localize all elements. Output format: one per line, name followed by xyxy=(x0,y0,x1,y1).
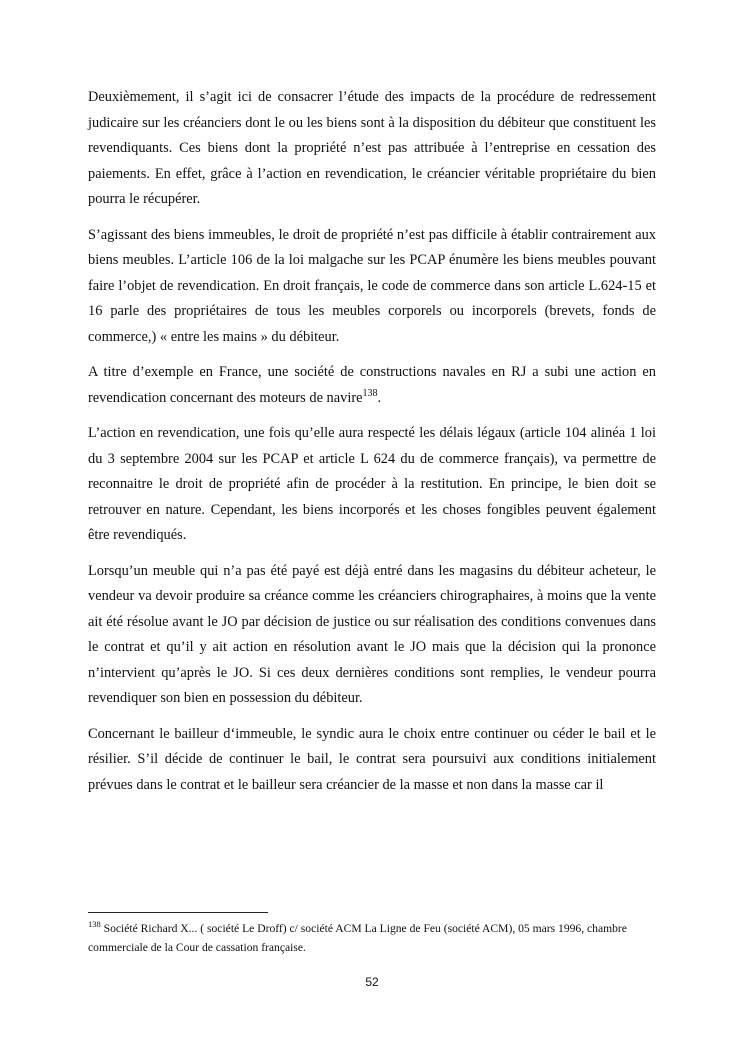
footnote-separator xyxy=(88,912,268,913)
paragraph-6: Concernant le bailleur d‘immeuble, le syndic aura le choix entre continuer ou céder le bail et le résilier. S’il décide de continuer le bail, le contrat sera poursuivi aux conditions initialement prévues dans le contrat et le bailleur sera créancier de la masse et non dans la masse car il xyxy=(88,725,656,793)
paragraph-2: S’agissant des biens immeubles, le droit de propriété n’est pas difficile à établir contrairement aux biens meubles. L’article 106 de la loi malgache sur les PCAP énumère les biens meubles pouvant faire l’objet de revendication. En droit français, le code de commerce dans son article L.624-15 et 16 parle des propriétaires de tous les meubles corporels ou incorporels (brevets, fonds de commerce,) « entre les mains » du débiteur. xyxy=(88,226,656,345)
paragraph-5: Lorsqu’un meuble qui n’a pas été payé est déjà entré dans les magasins du débiteur acheteur, le vendeur va devoir produire sa créance comme les créanciers chirographaires, à moins que la vente ait été résolue avant le JO par décision de justice ou sur réalisation des conditions convenues dans le contrat et qu’il y ait action en résolution avant le JO mais que la décision qui la prononce n’intervient qu’après le JO. Si ces deux dernières conditions sont remplies, le vendeur pourra revendiquer son bien en possession du débiteur. xyxy=(88,562,656,706)
paragraph-1: Deuxièmement, il s’agit ici de consacrer l’étude des impacts de la procédure de redressement judicaire sur les créanciers dont le ou les biens sont à la disposition du débiteur que constituent les revendiquants. Ces biens dont la propriété n’est pas attribuée à l’entreprise en cessation des paiements. En effet, grâce à l’action en revendication, le créancier véritable propriétaire du bien pourra le récupérer. xyxy=(88,89,656,207)
paragraph-3-end: . xyxy=(377,389,382,406)
footnote-text: Société Richard X... ( société Le Droff) c/ société ACM La Ligne de Feu (société ACM), 05 mars 1996, chambre commerciale de la Cour de cassation française. xyxy=(88,922,627,954)
footnote-number: 138 xyxy=(88,919,101,930)
paragraph-3 xyxy=(88,360,656,411)
body-text xyxy=(88,85,656,808)
paragraph-4: L’action en revendication, une fois qu’elle aura respecté les délais légaux (article 104 alinéa 1 loi du 3 septembre 2004 sur les PCAP et article L 624 du de commerce français), va permettre de reconnaitre le droit de propriété afin de procéder à la restitution. En principe, le bien doit se retrouver en nature. Cependant, les biens incorporés et les choses fongibles peuvent également être revendiqués. xyxy=(88,425,656,543)
footnote xyxy=(88,920,656,957)
footnote-reference[interactable]: 138 xyxy=(362,387,378,399)
paragraph-3-text: A titre d’exemple en France, une société de constructions navales en RJ a subi une action en revendication concernant des moteurs de navire xyxy=(88,364,656,406)
page-number: 52 xyxy=(365,975,379,989)
